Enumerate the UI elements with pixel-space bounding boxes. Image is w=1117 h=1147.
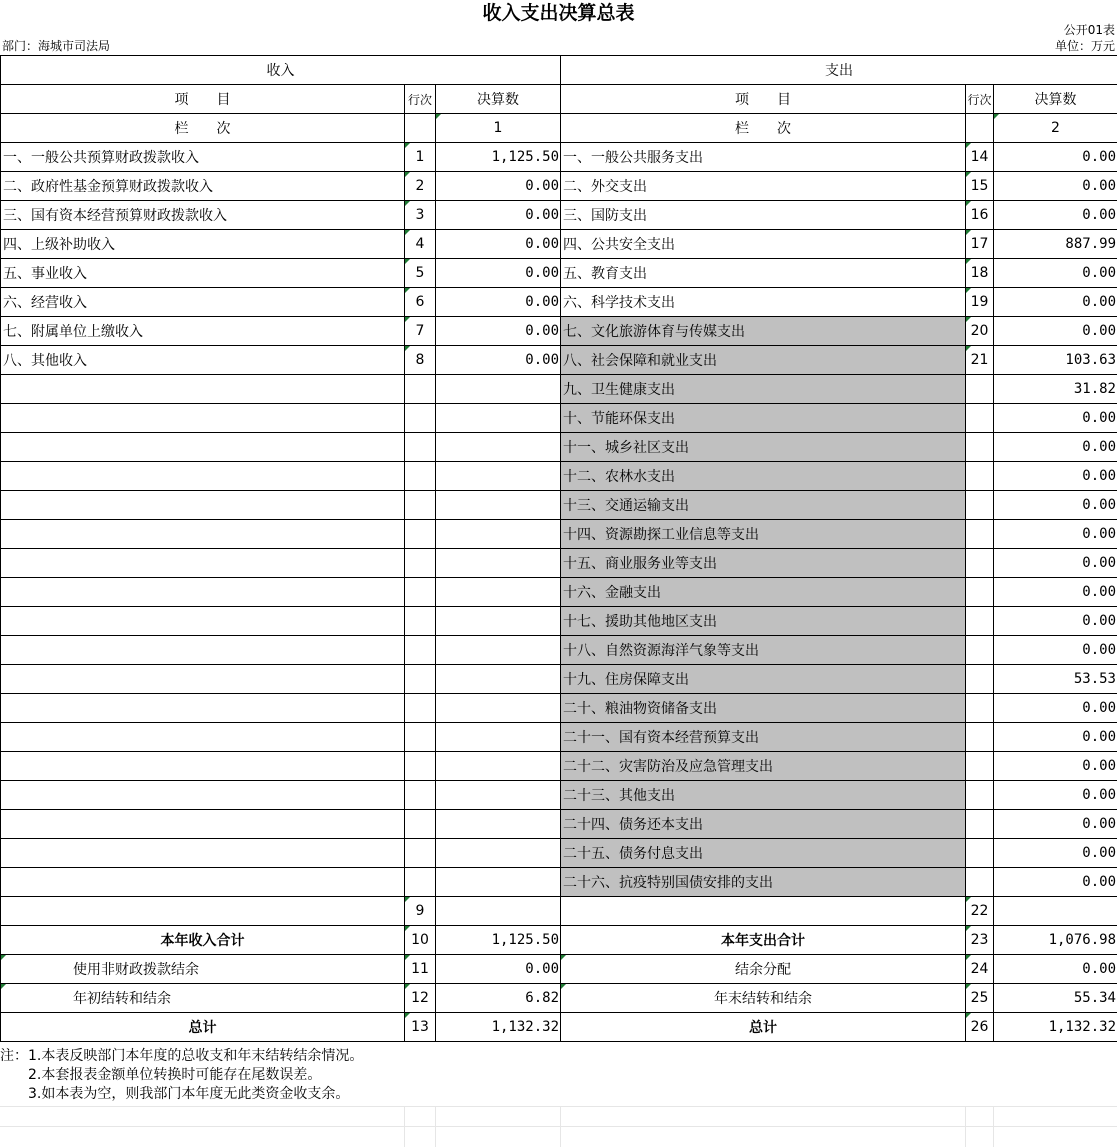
expense-line-blank bbox=[966, 114, 994, 143]
totals-row bbox=[1, 1013, 1117, 1042]
income-line-number: 11 bbox=[405, 955, 436, 984]
income-amount bbox=[436, 723, 561, 752]
income-item-label bbox=[1, 868, 405, 897]
expense-item-label: 十六、金融支出 bbox=[561, 578, 966, 607]
form-number: 公开01表 bbox=[1063, 23, 1115, 37]
income-line-number bbox=[405, 752, 436, 781]
income-line-number bbox=[405, 520, 436, 549]
expense-total-label: 总计 bbox=[561, 1013, 966, 1042]
expense-amount: 0.00 bbox=[994, 810, 1117, 839]
income-amount bbox=[436, 781, 561, 810]
expense-line-number: 16 bbox=[966, 201, 994, 230]
department-label: 部门：海城市司法局 bbox=[2, 39, 111, 53]
table-row bbox=[1, 810, 1117, 839]
income-amount: 0.00 bbox=[436, 230, 561, 259]
expense-item-label: 七、文化旅游体育与传媒支出 bbox=[561, 317, 966, 346]
expense-line-header: 行次 bbox=[966, 85, 994, 114]
income-amount: 0.00 bbox=[436, 201, 561, 230]
expense-item-label: 十二、农林水支出 bbox=[561, 462, 966, 491]
expense-amount-header: 决算数 bbox=[994, 85, 1117, 114]
expense-item-label: 十、节能环保支出 bbox=[561, 404, 966, 433]
expense-amount: 0.00 bbox=[994, 549, 1117, 578]
income-total-label: 本年收入合计 bbox=[1, 926, 405, 955]
sheet-gridlines bbox=[0, 1106, 1117, 1147]
expense-amount: 0.00 bbox=[994, 317, 1117, 346]
expense-line-number: 20 bbox=[966, 317, 994, 346]
income-amount bbox=[436, 549, 561, 578]
table-row bbox=[1, 259, 1117, 288]
expense-line-number: 26 bbox=[966, 1013, 994, 1042]
table-row bbox=[1, 433, 1117, 462]
income-total-label: 使用非财政拨款结余 bbox=[1, 955, 405, 984]
expense-item-label: 二、外交支出 bbox=[561, 172, 966, 201]
income-expense-table bbox=[0, 55, 1117, 1042]
blank-row bbox=[1, 897, 1117, 926]
income-amount bbox=[436, 694, 561, 723]
income-total-label: 年初结转和结余 bbox=[1, 984, 405, 1013]
expense-line-number bbox=[966, 810, 994, 839]
income-item-label: 四、上级补助收入 bbox=[1, 230, 405, 259]
totals-row bbox=[1, 926, 1117, 955]
income-amount bbox=[436, 404, 561, 433]
totals-row bbox=[1, 984, 1117, 1013]
income-amount bbox=[436, 375, 561, 404]
income-amount: 0.00 bbox=[436, 346, 561, 375]
expense-line-number: 14 bbox=[966, 143, 994, 172]
income-line-number bbox=[405, 810, 436, 839]
expense-column-label: 栏 次 bbox=[561, 114, 966, 143]
income-amount-header: 决算数 bbox=[436, 85, 561, 114]
expense-line-number bbox=[966, 607, 994, 636]
expense-item-label: 十八、自然资源海洋气象等支出 bbox=[561, 636, 966, 665]
income-item-label bbox=[1, 752, 405, 781]
expense-line-number bbox=[966, 868, 994, 897]
expense-line-number bbox=[966, 665, 994, 694]
table-row bbox=[1, 143, 1117, 172]
income-item-label: 七、附属单位上缴收入 bbox=[1, 317, 405, 346]
expense-total-label: 本年支出合计 bbox=[561, 926, 966, 955]
income-item-label bbox=[1, 636, 405, 665]
income-item-label: 八、其他收入 bbox=[1, 346, 405, 375]
table-row bbox=[1, 607, 1117, 636]
income-item-label bbox=[1, 607, 405, 636]
expense-line-number: 15 bbox=[966, 172, 994, 201]
expense-line-number bbox=[966, 491, 994, 520]
expense-line-number bbox=[966, 781, 994, 810]
income-line-number: 8 bbox=[405, 346, 436, 375]
expense-line-number: 17 bbox=[966, 230, 994, 259]
table-row bbox=[1, 636, 1117, 665]
expense-amount bbox=[994, 897, 1117, 926]
expense-line-number bbox=[966, 462, 994, 491]
expense-line-number bbox=[966, 433, 994, 462]
income-line-number bbox=[405, 781, 436, 810]
table-row bbox=[1, 375, 1117, 404]
table-row bbox=[1, 549, 1117, 578]
income-item-header: 项 目 bbox=[1, 85, 405, 114]
income-item-label: 一、一般公共预算财政拨款收入 bbox=[1, 143, 405, 172]
income-item-label bbox=[1, 549, 405, 578]
expense-item-label: 八、社会保障和就业支出 bbox=[561, 346, 966, 375]
expense-item-label: 二十六、抗疫特别国债安排的支出 bbox=[561, 868, 966, 897]
income-column-label: 栏 次 bbox=[1, 114, 405, 143]
unit-label: 单位：万元 bbox=[1054, 39, 1115, 53]
expense-item-label: 二十五、债务付息支出 bbox=[561, 839, 966, 868]
expense-line-number bbox=[966, 723, 994, 752]
income-line-number bbox=[405, 491, 436, 520]
table-row bbox=[1, 694, 1117, 723]
expense-line-number bbox=[966, 520, 994, 549]
income-line-number: 1 bbox=[405, 143, 436, 172]
expense-amount: 0.00 bbox=[994, 868, 1117, 897]
income-amount: 0.00 bbox=[436, 317, 561, 346]
income-item-label: 三、国有资本经营预算财政拨款收入 bbox=[1, 201, 405, 230]
table-row bbox=[1, 317, 1117, 346]
income-amount bbox=[436, 520, 561, 549]
table-row bbox=[1, 752, 1117, 781]
table-row bbox=[1, 839, 1117, 868]
income-line-number bbox=[405, 549, 436, 578]
table-row bbox=[1, 404, 1117, 433]
expense-item-label: 十五、商业服务业等支出 bbox=[561, 549, 966, 578]
expense-amount: 0.00 bbox=[994, 201, 1117, 230]
income-item-label: 二、政府性基金预算财政拨款收入 bbox=[1, 172, 405, 201]
expense-total-amount: 55.34 bbox=[994, 984, 1117, 1013]
income-line-number: 5 bbox=[405, 259, 436, 288]
expense-item-label bbox=[561, 897, 966, 926]
footnotes bbox=[0, 1047, 363, 1104]
expense-line-number: 18 bbox=[966, 259, 994, 288]
table-row bbox=[1, 288, 1117, 317]
income-amount bbox=[436, 868, 561, 897]
income-amount: 1,125.50 bbox=[436, 143, 561, 172]
income-amount bbox=[436, 839, 561, 868]
income-amount: 0.00 bbox=[436, 288, 561, 317]
table-row bbox=[1, 781, 1117, 810]
expense-item-label: 三、国防支出 bbox=[561, 201, 966, 230]
expense-item-label: 五、教育支出 bbox=[561, 259, 966, 288]
expense-line-number bbox=[966, 404, 994, 433]
expense-item-label: 十四、资源勘探工业信息等支出 bbox=[561, 520, 966, 549]
expense-amount: 0.00 bbox=[994, 172, 1117, 201]
income-section-header: 收入 bbox=[1, 56, 561, 85]
expense-line-number bbox=[966, 839, 994, 868]
expense-column-number: 2 bbox=[994, 114, 1117, 143]
table-row bbox=[1, 578, 1117, 607]
expense-item-label: 六、科学技术支出 bbox=[561, 288, 966, 317]
expense-amount: 0.00 bbox=[994, 404, 1117, 433]
expense-item-label: 二十二、灾害防治及应急管理支出 bbox=[561, 752, 966, 781]
expense-amount: 31.82 bbox=[994, 375, 1117, 404]
footnote-3: 3.如本表为空，则我部门本年度无此类资金收支余。 bbox=[0, 1086, 350, 1102]
income-item-label bbox=[1, 897, 405, 926]
expense-section-header: 支出 bbox=[561, 56, 1117, 85]
expense-line-number: 24 bbox=[966, 955, 994, 984]
income-line-number bbox=[405, 839, 436, 868]
income-line-number bbox=[405, 375, 436, 404]
expense-line-number: 25 bbox=[966, 984, 994, 1013]
income-line-blank bbox=[405, 114, 436, 143]
income-line-number: 6 bbox=[405, 288, 436, 317]
income-line-number bbox=[405, 433, 436, 462]
income-item-label bbox=[1, 839, 405, 868]
expense-amount: 0.00 bbox=[994, 752, 1117, 781]
income-line-number: 13 bbox=[405, 1013, 436, 1042]
expense-item-label: 二十一、国有资本经营预算支出 bbox=[561, 723, 966, 752]
income-line-number: 9 bbox=[405, 897, 436, 926]
expense-line-number bbox=[966, 694, 994, 723]
income-amount: 0.00 bbox=[436, 172, 561, 201]
table-row bbox=[1, 462, 1117, 491]
income-line-number: 4 bbox=[405, 230, 436, 259]
expense-amount: 0.00 bbox=[994, 578, 1117, 607]
income-line-number: 10 bbox=[405, 926, 436, 955]
income-item-label: 六、经营收入 bbox=[1, 288, 405, 317]
income-total-amount: 1,132.32 bbox=[436, 1013, 561, 1042]
expense-item-label: 二十三、其他支出 bbox=[561, 781, 966, 810]
income-item-label bbox=[1, 404, 405, 433]
income-item-label bbox=[1, 520, 405, 549]
table-row bbox=[1, 346, 1117, 375]
income-line-number bbox=[405, 462, 436, 491]
expense-item-label: 四、公共安全支出 bbox=[561, 230, 966, 259]
expense-amount: 0.00 bbox=[994, 143, 1117, 172]
expense-amount: 103.63 bbox=[994, 346, 1117, 375]
footnote-1: 注：1.本表反映部门本年度的总收支和年末结转结余情况。 bbox=[0, 1048, 364, 1064]
income-amount bbox=[436, 491, 561, 520]
income-item-label bbox=[1, 462, 405, 491]
income-item-label bbox=[1, 491, 405, 520]
expense-line-number bbox=[966, 578, 994, 607]
table-row bbox=[1, 201, 1117, 230]
income-total-amount: 1,125.50 bbox=[436, 926, 561, 955]
expense-item-label: 十九、住房保障支出 bbox=[561, 665, 966, 694]
income-amount bbox=[436, 810, 561, 839]
income-total-amount: 6.82 bbox=[436, 984, 561, 1013]
expense-total-label: 结余分配 bbox=[561, 955, 966, 984]
income-item-label bbox=[1, 694, 405, 723]
income-amount bbox=[436, 607, 561, 636]
expense-amount: 887.99 bbox=[994, 230, 1117, 259]
income-line-number bbox=[405, 868, 436, 897]
table-row bbox=[1, 230, 1117, 259]
table-row bbox=[1, 665, 1117, 694]
income-line-number bbox=[405, 723, 436, 752]
income-line-header: 行次 bbox=[405, 85, 436, 114]
expense-item-label: 九、卫生健康支出 bbox=[561, 375, 966, 404]
expense-total-amount: 1,132.32 bbox=[994, 1013, 1117, 1042]
expense-line-number: 22 bbox=[966, 897, 994, 926]
income-amount bbox=[436, 665, 561, 694]
income-line-number bbox=[405, 607, 436, 636]
expense-line-number: 23 bbox=[966, 926, 994, 955]
expense-amount: 0.00 bbox=[994, 839, 1117, 868]
income-line-number bbox=[405, 665, 436, 694]
expense-amount: 0.00 bbox=[994, 694, 1117, 723]
income-amount bbox=[436, 433, 561, 462]
expense-total-amount: 1,076.98 bbox=[994, 926, 1117, 955]
expense-line-number bbox=[966, 636, 994, 665]
income-line-number: 7 bbox=[405, 317, 436, 346]
expense-line-number: 19 bbox=[966, 288, 994, 317]
expense-amount: 0.00 bbox=[994, 781, 1117, 810]
table-row bbox=[1, 172, 1117, 201]
column-header-row bbox=[1, 85, 1117, 114]
income-item-label bbox=[1, 375, 405, 404]
income-line-number bbox=[405, 404, 436, 433]
expense-item-label: 十三、交通运输支出 bbox=[561, 491, 966, 520]
totals-row bbox=[1, 955, 1117, 984]
expense-item-label: 二十、粮油物资储备支出 bbox=[561, 694, 966, 723]
expense-line-number: 21 bbox=[966, 346, 994, 375]
table-row bbox=[1, 491, 1117, 520]
expense-amount: 0.00 bbox=[994, 433, 1117, 462]
income-line-number bbox=[405, 694, 436, 723]
income-column-number: 1 bbox=[436, 114, 561, 143]
income-line-number: 12 bbox=[405, 984, 436, 1013]
section-header-row bbox=[1, 56, 1117, 85]
expense-amount: 53.53 bbox=[994, 665, 1117, 694]
expense-amount: 0.00 bbox=[994, 259, 1117, 288]
income-item-label bbox=[1, 810, 405, 839]
income-line-number: 3 bbox=[405, 201, 436, 230]
expense-amount: 0.00 bbox=[994, 491, 1117, 520]
expense-total-amount: 0.00 bbox=[994, 955, 1117, 984]
expense-item-label: 十七、援助其他地区支出 bbox=[561, 607, 966, 636]
income-total-amount: 0.00 bbox=[436, 955, 561, 984]
income-amount bbox=[436, 752, 561, 781]
income-item-label bbox=[1, 781, 405, 810]
income-item-label: 五、事业收入 bbox=[1, 259, 405, 288]
income-amount bbox=[436, 462, 561, 491]
expense-line-number bbox=[966, 549, 994, 578]
expense-amount: 0.00 bbox=[994, 520, 1117, 549]
income-amount bbox=[436, 578, 561, 607]
income-amount: 0.00 bbox=[436, 259, 561, 288]
expense-total-label: 年末结转和结余 bbox=[561, 984, 966, 1013]
expense-amount: 0.00 bbox=[994, 288, 1117, 317]
income-item-label bbox=[1, 433, 405, 462]
table-row bbox=[1, 723, 1117, 752]
column-index-row bbox=[1, 114, 1117, 143]
income-item-label bbox=[1, 578, 405, 607]
footnote-2: 2.本套报表金额单位转换时可能存在尾数误差。 bbox=[0, 1067, 322, 1083]
table-row bbox=[1, 520, 1117, 549]
income-line-number: 2 bbox=[405, 172, 436, 201]
income-line-number bbox=[405, 578, 436, 607]
income-amount bbox=[436, 636, 561, 665]
income-item-label bbox=[1, 665, 405, 694]
expense-item-label: 二十四、债务还本支出 bbox=[561, 810, 966, 839]
expense-amount: 0.00 bbox=[994, 462, 1117, 491]
expense-line-number bbox=[966, 752, 994, 781]
expense-amount: 0.00 bbox=[994, 636, 1117, 665]
expense-line-number bbox=[966, 375, 994, 404]
expense-item-label: 一、一般公共服务支出 bbox=[561, 143, 966, 172]
income-total-label: 总计 bbox=[1, 1013, 405, 1042]
report-title: 收入支出决算总表 bbox=[482, 2, 635, 24]
income-item-label bbox=[1, 723, 405, 752]
expense-item-label: 十一、城乡社区支出 bbox=[561, 433, 966, 462]
expense-amount: 0.00 bbox=[994, 723, 1117, 752]
expense-item-header: 项 目 bbox=[561, 85, 966, 114]
expense-amount: 0.00 bbox=[994, 607, 1117, 636]
table-row bbox=[1, 868, 1117, 897]
income-amount bbox=[436, 897, 561, 926]
income-line-number bbox=[405, 636, 436, 665]
